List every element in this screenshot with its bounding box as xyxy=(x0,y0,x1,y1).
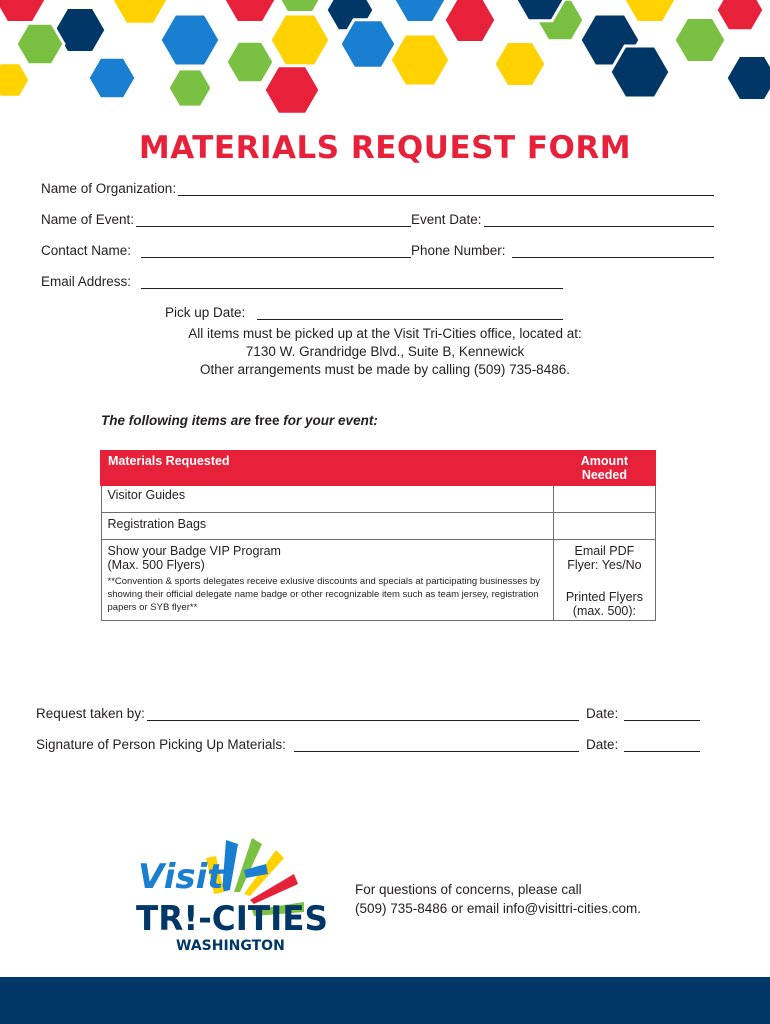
event-date-input-line[interactable] xyxy=(484,212,714,227)
request-date-input-line[interactable] xyxy=(624,706,700,721)
hexagon-banner-graphic xyxy=(0,0,770,120)
syb-fine-print: **Convention & sports delegates receive exlusive discounts and specials at participating businesses by showing their official delegate name badge or other recognizable item such as team jersey, registration papers or SYB flyer** xyxy=(107,575,540,613)
hexagon-shape xyxy=(112,0,168,24)
syb-title: Show your Badge VIP Program xyxy=(107,543,281,558)
pickup-date-field[interactable] xyxy=(165,305,563,320)
row-registration-bags: Registration Bags xyxy=(101,512,554,539)
event-date-label: Event Date: xyxy=(411,212,482,227)
hexagon-shape xyxy=(16,23,64,65)
hexagon-shape xyxy=(226,41,274,83)
pickup-instructions xyxy=(0,325,770,379)
email-input-line[interactable] xyxy=(141,274,563,289)
organization-label: Name of Organization: xyxy=(41,181,177,196)
row-visitor-guides: Visitor Guides xyxy=(101,485,554,512)
phone-input-line[interactable] xyxy=(512,243,714,258)
pickup-line-2: 7130 W. Grandridge Blvd., Suite B, Kennewick xyxy=(245,344,525,359)
hexagon-shape xyxy=(0,63,30,98)
hexagon-shape xyxy=(444,0,496,43)
materials-table xyxy=(100,450,656,621)
signature-date-label: Date: xyxy=(586,737,619,752)
pickup-date-label: Pick up Date: xyxy=(165,305,246,320)
pickup-line-1: All items must be picked up at the Visit Tri-Cities office, located at: xyxy=(188,326,582,341)
hexagon-shape xyxy=(390,34,450,86)
email-field[interactable] xyxy=(41,274,563,289)
hexagon-shape xyxy=(274,0,326,13)
logo-washington-text: WASHINGTON xyxy=(176,938,285,954)
request-taken-input-line[interactable] xyxy=(147,706,579,721)
contact-line-2: (509) 735-8486 or email info@visittri-cities.com. xyxy=(355,901,642,916)
request-date-field[interactable] xyxy=(586,706,700,721)
hexagon-shape xyxy=(494,42,546,87)
hexagon-shape xyxy=(674,18,726,63)
email-pdf-flyer-option[interactable]: Email PDF Flyer: Yes/No xyxy=(567,543,642,572)
email-label: Email Address: xyxy=(41,274,132,289)
hexagon-shape xyxy=(0,0,46,23)
hexagon-shape xyxy=(726,56,770,101)
request-taken-label: Request taken by: xyxy=(36,706,145,721)
organization-field[interactable] xyxy=(41,181,714,196)
header-amount: Amount Needed xyxy=(554,451,655,485)
request-date-label: Date: xyxy=(586,706,619,721)
signature-field[interactable] xyxy=(36,737,579,752)
event-name-field[interactable] xyxy=(41,212,411,227)
contact-line-1: For questions of concerns, please call xyxy=(355,882,582,897)
free-items-note: The following items are free for your event: xyxy=(101,413,378,428)
syb-subtitle: (Max. 500 Flyers) xyxy=(107,557,205,572)
event-date-field[interactable] xyxy=(411,212,714,227)
event-name-input-line[interactable] xyxy=(136,212,411,227)
hexagon-shape xyxy=(88,57,136,99)
signature-date-field[interactable] xyxy=(586,737,700,752)
free-emphasis: free xyxy=(254,413,280,428)
table-row xyxy=(101,512,655,539)
hexagon-shape xyxy=(624,0,676,23)
contact-name-label: Contact Name: xyxy=(41,243,132,258)
footer-bar xyxy=(0,977,770,1024)
amount-visitor-guides[interactable] xyxy=(554,485,655,512)
row-show-your-badge xyxy=(101,539,554,620)
contact-info xyxy=(355,880,641,918)
hexagon-shape xyxy=(264,66,320,114)
hexagon-shape xyxy=(224,0,276,23)
contact-name-field[interactable] xyxy=(41,243,411,258)
hexagon-shape xyxy=(168,69,212,107)
logo-visit-text: Visit xyxy=(138,857,224,897)
printed-flyers-option[interactable]: Printed Flyers (max. 500): xyxy=(565,589,643,618)
hexagon-shape xyxy=(340,20,396,68)
logo-tricities-text: TR!-CITIES xyxy=(136,899,328,939)
organization-input-line[interactable] xyxy=(178,181,714,196)
request-taken-field[interactable] xyxy=(36,706,579,721)
phone-field[interactable] xyxy=(411,243,714,258)
signature-input-line[interactable] xyxy=(294,737,579,752)
hexagon-shape xyxy=(160,14,220,66)
event-name-label: Name of Event: xyxy=(41,212,135,227)
amount-show-your-badge[interactable] xyxy=(554,539,655,620)
hexagon-shape xyxy=(270,14,330,66)
phone-label: Phone Number: xyxy=(411,243,506,258)
pickup-date-input-line[interactable] xyxy=(257,305,563,320)
form-title: MATERIALS REQUEST FORM xyxy=(138,130,632,166)
table-row xyxy=(101,485,655,512)
visit-tri-cities-logo xyxy=(134,830,334,955)
pickup-line-3: Other arrangements must be made by calling (509) 735-8486. xyxy=(200,362,570,377)
contact-name-input-line[interactable] xyxy=(141,243,411,258)
signature-date-input-line[interactable] xyxy=(624,737,700,752)
table-row xyxy=(101,539,655,620)
header-materials: Materials Requested xyxy=(101,451,554,485)
signature-label: Signature of Person Picking Up Materials: xyxy=(36,737,286,752)
hexagon-shape xyxy=(610,46,670,98)
hexagon-shape xyxy=(716,0,764,31)
table-header-row xyxy=(101,451,655,485)
amount-registration-bags[interactable] xyxy=(554,512,655,539)
hexagon-shape xyxy=(394,0,446,23)
